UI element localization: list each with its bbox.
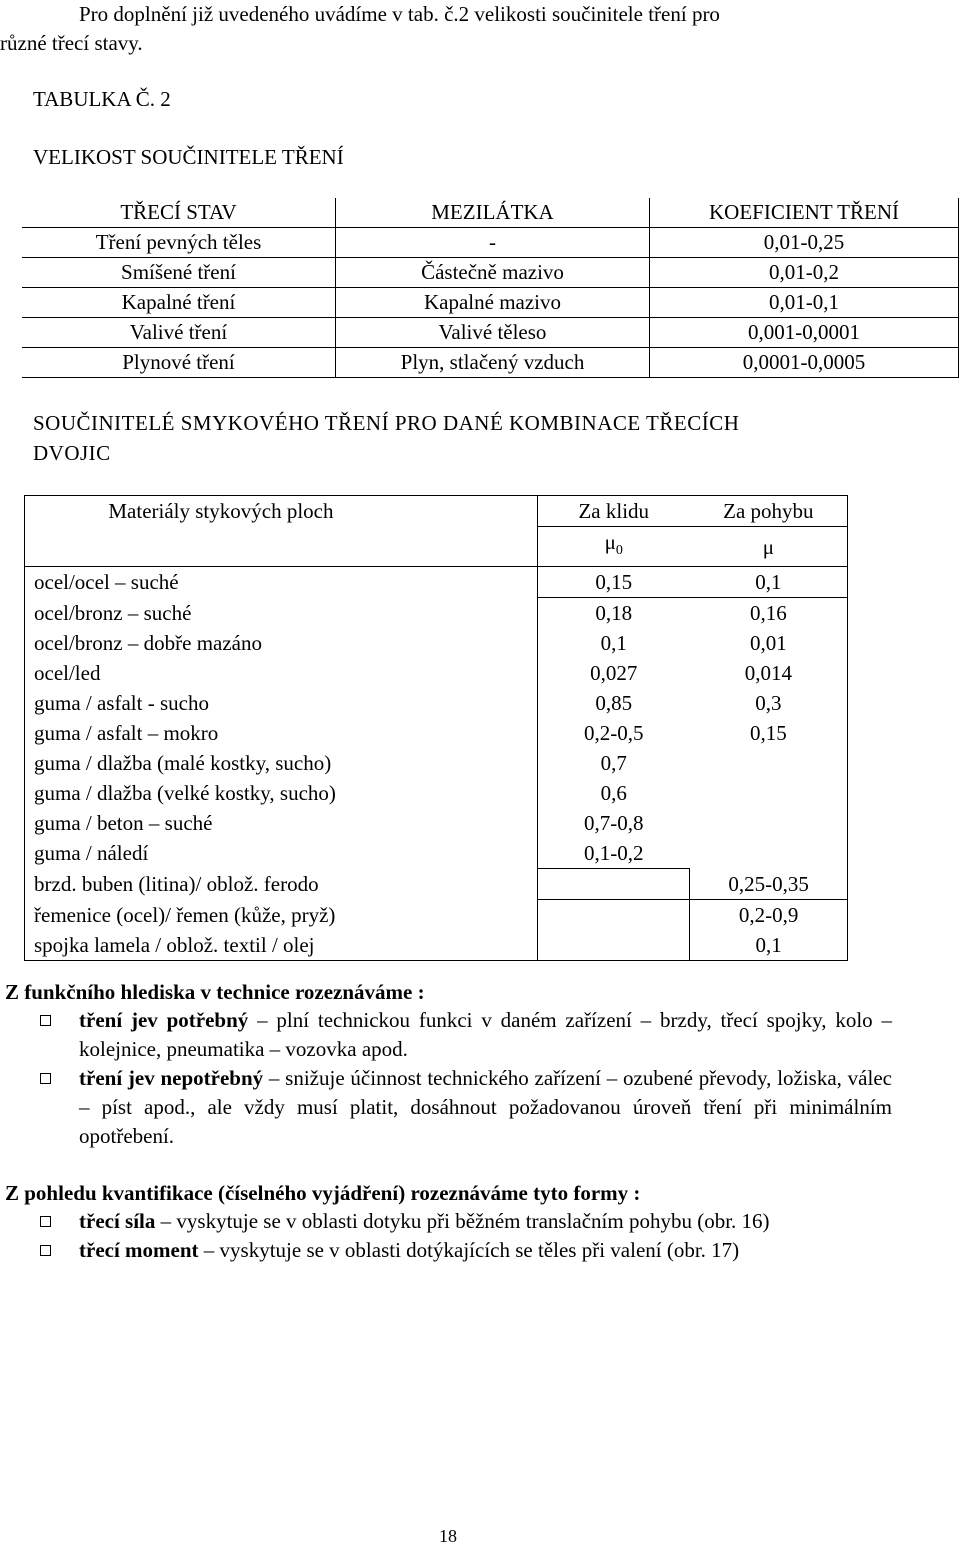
symbol-mu-cell: μ bbox=[690, 527, 848, 567]
subscript-zero: 0 bbox=[615, 543, 623, 559]
table-cell: Plynové tření bbox=[22, 348, 336, 378]
table-cell: 0,25-0,35 bbox=[690, 869, 848, 900]
table-row bbox=[25, 748, 848, 778]
table-cell: 0,027 bbox=[537, 658, 689, 688]
table-row bbox=[22, 348, 959, 378]
header-cell: KOEFICIENT TŘENÍ bbox=[650, 198, 959, 228]
bullet-term: tření jev potřebný bbox=[79, 1008, 249, 1032]
bullet-text: – vyskytuje se v oblasti dotyku při běžném translačním pohybu (obr. 16) bbox=[155, 1209, 770, 1233]
intro-line-2: různé třecí stavy. bbox=[0, 31, 143, 55]
checkbox-square-icon bbox=[40, 1216, 51, 1227]
table-cell: 0,0001-0,0005 bbox=[650, 348, 959, 378]
table-row bbox=[25, 567, 848, 598]
table-cell: Tření pevných těles bbox=[22, 228, 336, 258]
table-cell: 0,15 bbox=[537, 567, 689, 598]
table-cell: 0,2-0,9 bbox=[690, 900, 848, 931]
bullet-term: třecí moment bbox=[79, 1238, 199, 1262]
bullet-term: třecí síla bbox=[79, 1209, 156, 1233]
table-cell: guma / dlažba (malé kostky, sucho) bbox=[25, 748, 538, 778]
table-row bbox=[25, 598, 848, 629]
table-cell: Kapalné tření bbox=[22, 288, 336, 318]
header-cell: Materiály stykových ploch bbox=[25, 496, 538, 527]
mu-symbol: μ bbox=[604, 530, 616, 554]
table-cell: 0,01 bbox=[690, 628, 848, 658]
table-cell: 0,01-0,1 bbox=[650, 288, 959, 318]
list-item bbox=[40, 1006, 892, 1064]
table-cell: Valivé tření bbox=[22, 318, 336, 348]
checkbox-square-icon bbox=[40, 1073, 51, 1084]
table-cell: guma / beton – suché bbox=[25, 808, 538, 838]
header-cell: Za klidu bbox=[537, 496, 689, 527]
table-cell bbox=[690, 808, 848, 838]
table-header-row bbox=[22, 198, 959, 228]
table-cell: ocel/ocel – suché bbox=[25, 567, 538, 598]
table2-title-line-2: DVOJIC bbox=[33, 441, 111, 465]
quantification-heading: Z pohledu kvantifikace (číselného vyjádření) rozeznáváme tyto formy : bbox=[5, 1181, 641, 1205]
functional-heading: Z funkčního hlediska v technice rozeznáváme : bbox=[5, 980, 425, 1004]
table-cell: - bbox=[336, 228, 650, 258]
table-row bbox=[25, 808, 848, 838]
table-cell: Plyn, stlačený vzduch bbox=[336, 348, 650, 378]
table-row bbox=[22, 228, 959, 258]
table-cell: 0,85 bbox=[537, 688, 689, 718]
table-cell: 0,1-0,2 bbox=[537, 838, 689, 869]
bullet-term: tření jev nepotřebný bbox=[79, 1066, 264, 1090]
table-cell: 0,16 bbox=[690, 598, 848, 629]
symbol-row bbox=[25, 527, 848, 567]
bullet-text: – vyskytuje se v oblasti dotýkajících se těles při valení (obr. 17) bbox=[198, 1238, 740, 1262]
bullet-text: – snižuje účinnost technického zařízení – ozubené převody, ložiska, válec – píst apod., ale vždy musí platit, dosáhnout požadovanou úroveň tření při minimálním opotřebení. bbox=[79, 1066, 892, 1148]
table-cell: Kapalné mazivo bbox=[336, 288, 650, 318]
table-cell: 0,2-0,5 bbox=[537, 718, 689, 748]
table-row bbox=[25, 778, 848, 808]
table-row bbox=[22, 288, 959, 318]
quantification-list bbox=[40, 1207, 892, 1265]
table-row bbox=[25, 658, 848, 688]
friction-state-table bbox=[22, 198, 959, 378]
table1-heading bbox=[33, 85, 344, 171]
table-cell: 0,18 bbox=[537, 598, 689, 629]
table-cell: 0,1 bbox=[690, 567, 848, 598]
table1-label: TABULKA Č. 2 bbox=[33, 87, 171, 111]
table-cell: 0,001-0,0001 bbox=[650, 318, 959, 348]
table-cell bbox=[690, 748, 848, 778]
table-cell: 0,7 bbox=[537, 748, 689, 778]
table-cell: 0,7-0,8 bbox=[537, 808, 689, 838]
list-item bbox=[40, 1236, 892, 1265]
table-cell bbox=[690, 778, 848, 808]
table1-title: VELIKOST SOUČINITELE TŘENÍ bbox=[33, 145, 344, 169]
symbol-mu0-cell bbox=[537, 527, 689, 567]
table-row bbox=[25, 900, 848, 931]
table-cell: spojka lamela / oblož. textil / olej bbox=[25, 930, 538, 961]
list-item bbox=[40, 1064, 892, 1151]
table-cell bbox=[537, 869, 689, 900]
table-cell: Smíšené tření bbox=[22, 258, 336, 288]
table-header-row bbox=[25, 496, 848, 527]
table-cell: 0,1 bbox=[537, 628, 689, 658]
table-cell: ocel/bronz – suché bbox=[25, 598, 538, 629]
table-row bbox=[25, 718, 848, 748]
header-cell: Za pohybu bbox=[690, 496, 848, 527]
table-cell: řemenice (ocel)/ řemen (kůže, pryž) bbox=[25, 900, 538, 931]
table-cell: 0,014 bbox=[690, 658, 848, 688]
table-row bbox=[25, 688, 848, 718]
bullet-text: – plní technickou funkci v daném zařízení – brzdy, třecí spojky, kolo – kolejnice, pneumatika – vozovka apod. bbox=[79, 1008, 892, 1061]
checkbox-square-icon bbox=[40, 1015, 51, 1026]
table-cell: 0,3 bbox=[690, 688, 848, 718]
table-cell: guma / dlažba (velké kostky, sucho) bbox=[25, 778, 538, 808]
table-cell: Částečně mazivo bbox=[336, 258, 650, 288]
page-number: 18 bbox=[439, 1526, 457, 1546]
table-cell bbox=[690, 838, 848, 869]
table-row bbox=[25, 838, 848, 869]
table-row bbox=[22, 318, 959, 348]
table-cell bbox=[25, 527, 538, 567]
header-cell: MEZILÁTKA bbox=[336, 198, 650, 228]
table-cell: ocel/bronz – dobře mazáno bbox=[25, 628, 538, 658]
table-row bbox=[25, 628, 848, 658]
table2-title bbox=[33, 408, 933, 468]
table-cell: ocel/led bbox=[25, 658, 538, 688]
table-cell: 0,01-0,2 bbox=[650, 258, 959, 288]
header-cell: TŘECÍ STAV bbox=[22, 198, 336, 228]
intro-paragraph bbox=[0, 0, 903, 58]
table-row bbox=[22, 258, 959, 288]
table-cell: 0,1 bbox=[690, 930, 848, 961]
checkbox-square-icon bbox=[40, 1245, 51, 1256]
table-cell bbox=[537, 930, 689, 961]
table-cell: brzd. buben (litina)/ oblož. ferodo bbox=[25, 869, 538, 900]
table-cell: guma / asfalt – mokro bbox=[25, 718, 538, 748]
intro-line-1: Pro doplnění již uvedeného uvádíme v tab. č.2 velikosti součinitele tření pro bbox=[79, 2, 720, 26]
table-cell: Valivé těleso bbox=[336, 318, 650, 348]
table-cell: guma / asfalt - sucho bbox=[25, 688, 538, 718]
table-row bbox=[25, 869, 848, 900]
functional-list bbox=[40, 1006, 892, 1151]
table-cell bbox=[537, 900, 689, 931]
table-cell: 0,15 bbox=[690, 718, 848, 748]
table2-title-line-1: SOUČINITELÉ SMYKOVÉHO TŘENÍ PRO DANÉ KOMBINACE TŘECÍCH bbox=[33, 411, 740, 435]
table-cell: 0,6 bbox=[537, 778, 689, 808]
list-item bbox=[40, 1207, 892, 1236]
table-cell: 0,01-0,25 bbox=[650, 228, 959, 258]
sliding-friction-table bbox=[24, 495, 848, 961]
table-cell: guma / náledí bbox=[25, 838, 538, 869]
table-row bbox=[25, 930, 848, 961]
